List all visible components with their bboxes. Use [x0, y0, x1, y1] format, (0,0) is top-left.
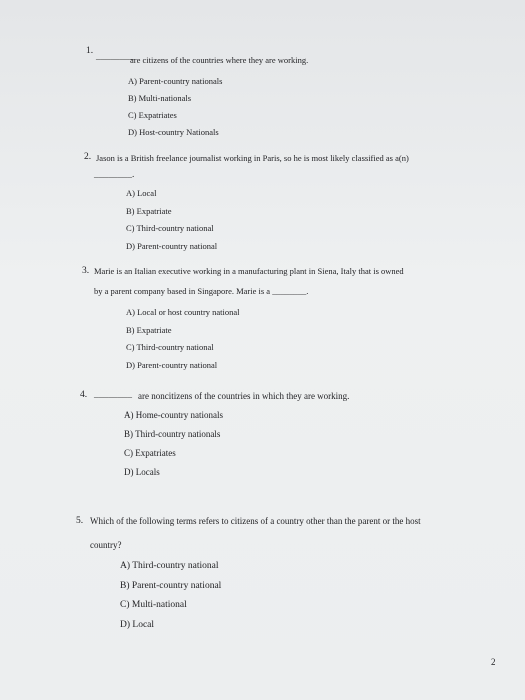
question-3-text-line-1: Marie is an Italian executive working in a manufacturing plant in Siena, Italy that is owned: [94, 266, 404, 276]
option-a: A) Third-country national: [120, 561, 219, 571]
question-4-blank: ________: [94, 390, 132, 400]
question-5: [76, 516, 496, 636]
option-d: D) Local: [120, 619, 155, 630]
question-1: [86, 46, 466, 141]
option-a: A) Local: [126, 188, 157, 198]
option-c: C) Expatriates: [124, 448, 176, 458]
question-3: [82, 266, 482, 370]
question-3-number: 3.: [82, 266, 90, 276]
option-d: D) Host-country Nationals: [128, 127, 219, 137]
option-b: B) Parent-country national: [120, 580, 222, 591]
question-5-text-line-1: Which of the following terms refers to citizens of a country other than the parent or the host: [90, 516, 421, 526]
question-5-number: 5.: [76, 516, 84, 526]
question-3-options: [126, 304, 240, 374]
option-b: B) Third-country nationals: [124, 429, 221, 439]
question-2: [84, 152, 484, 250]
question-2-text: Jason is a British freelance journalist working in Paris, so he is most likely classified as a(n): [96, 153, 409, 163]
option-c: C) Third-country national: [126, 342, 214, 352]
option-a: A) Local or host country national: [126, 307, 240, 317]
option-c: C) Multi-national: [120, 600, 187, 610]
question-4-number: 4.: [80, 390, 88, 400]
option-c: C) Third-country national: [126, 223, 214, 233]
option-b: B) Expatriate: [126, 324, 172, 335]
option-b: B) Multi-nationals: [128, 93, 192, 103]
question-2-blank: ________.: [94, 170, 135, 180]
question-4-options: [124, 406, 223, 482]
option-d: D) Parent-country national: [126, 359, 218, 370]
question-1-text: are citizens of the countries where they are working.: [130, 55, 309, 65]
question-1-options: [128, 73, 222, 141]
option-a: A) Parent-country nationals: [128, 76, 223, 86]
option-d: D) Locals: [124, 467, 160, 477]
option-b: B) Expatriate: [126, 205, 172, 216]
question-1-number: 1.: [86, 46, 94, 56]
question-4-text: are noncitizens of the countries in which they are working.: [138, 391, 350, 401]
question-2-options: [126, 185, 217, 255]
option-c: C) Expatriates: [128, 110, 177, 120]
question-2-number: 2.: [84, 152, 92, 162]
page-number: 2: [491, 657, 496, 667]
option-d: D) Parent-country national: [126, 240, 218, 251]
question-5-options: [120, 557, 221, 635]
option-a: A) Home-country nationals: [124, 410, 223, 420]
question-4: [80, 390, 480, 480]
question-5-text-line-2: country?: [90, 540, 122, 550]
question-3-text-line-2: by a parent company based in Singapore. Marie is a ________.: [94, 286, 309, 296]
question-1-blank: ________: [96, 52, 134, 62]
